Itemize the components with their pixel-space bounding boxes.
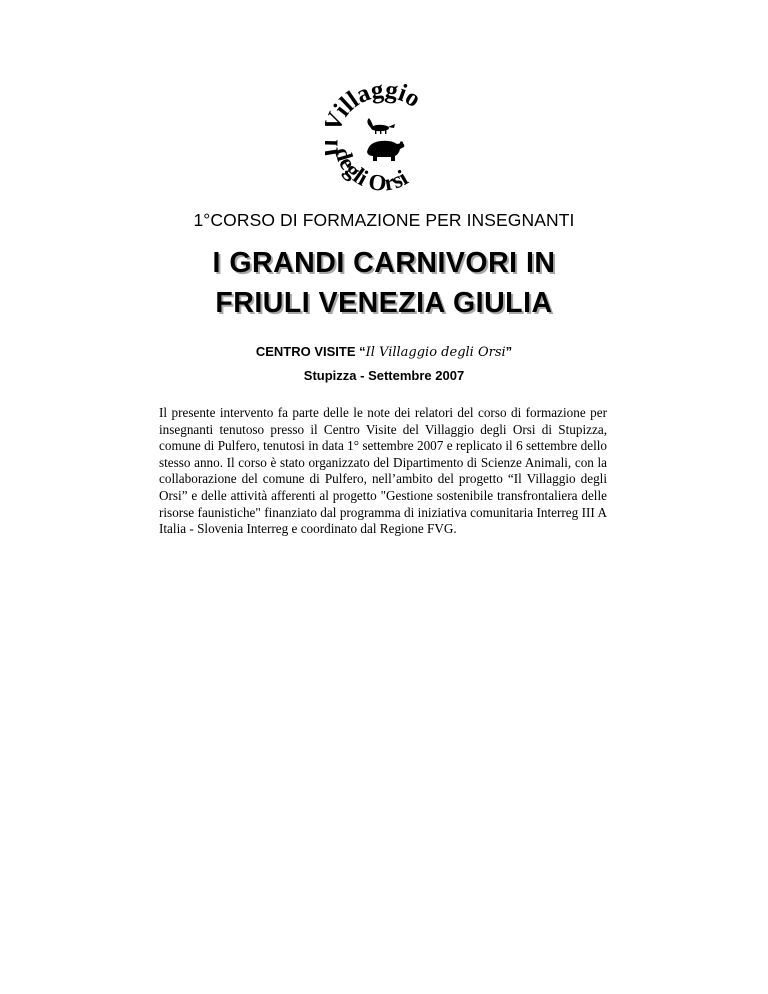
venue-suffix: ”: [505, 344, 513, 359]
venue-name: Il Villaggio degli Orsi: [365, 345, 506, 360]
creature-icon: [367, 118, 395, 134]
village-logo: [325, 82, 441, 198]
main-title-line-2: FRIULI VENEZIA GIULIA: [215, 287, 553, 319]
course-subtitle: 1°CORSO DI FORMAZIONE PER INSEGNANTI: [193, 210, 575, 230]
logo-arc-bottom: degli Orsi: [329, 144, 413, 197]
bear-icon: [367, 141, 404, 161]
venue-line: [0, 344, 768, 360]
event-date: Stupizza - Settembre 2007: [303, 368, 465, 383]
intro-paragraph: Il presente intervento fa parte delle le note dei relatori del corso di formazione per insegnanti tenutoso presso il Centro Visite del Villaggio degli Orsi di Stupizza, comune di Pulfero, tenutosi in data 1° settembre 2007 e replicato il 6 settembre dello stesso anno. Il corso è stato organizzato del Dipartimento di Scienze Animali, con la collaborazione del comune di Pulfero, nell’ambito del progetto “Il Villaggio degli Orsi” e delle attività afferenti al progetto "Gestione sostenibile transfrontaliera delle risorse faunistiche" finanziato dal programma di iniziativa comunitaria Interreg III A Italia - Slovenia Interreg e coordinato dal Regione FVG.: [159, 405, 607, 537]
logo-arc-top: illaggio: [328, 82, 426, 122]
main-title-line-1: I GRANDI CARNIVORI IN: [212, 247, 556, 279]
bear-logo-icon: [325, 82, 441, 198]
venue-prefix: CENTRO VISITE “: [255, 344, 366, 359]
